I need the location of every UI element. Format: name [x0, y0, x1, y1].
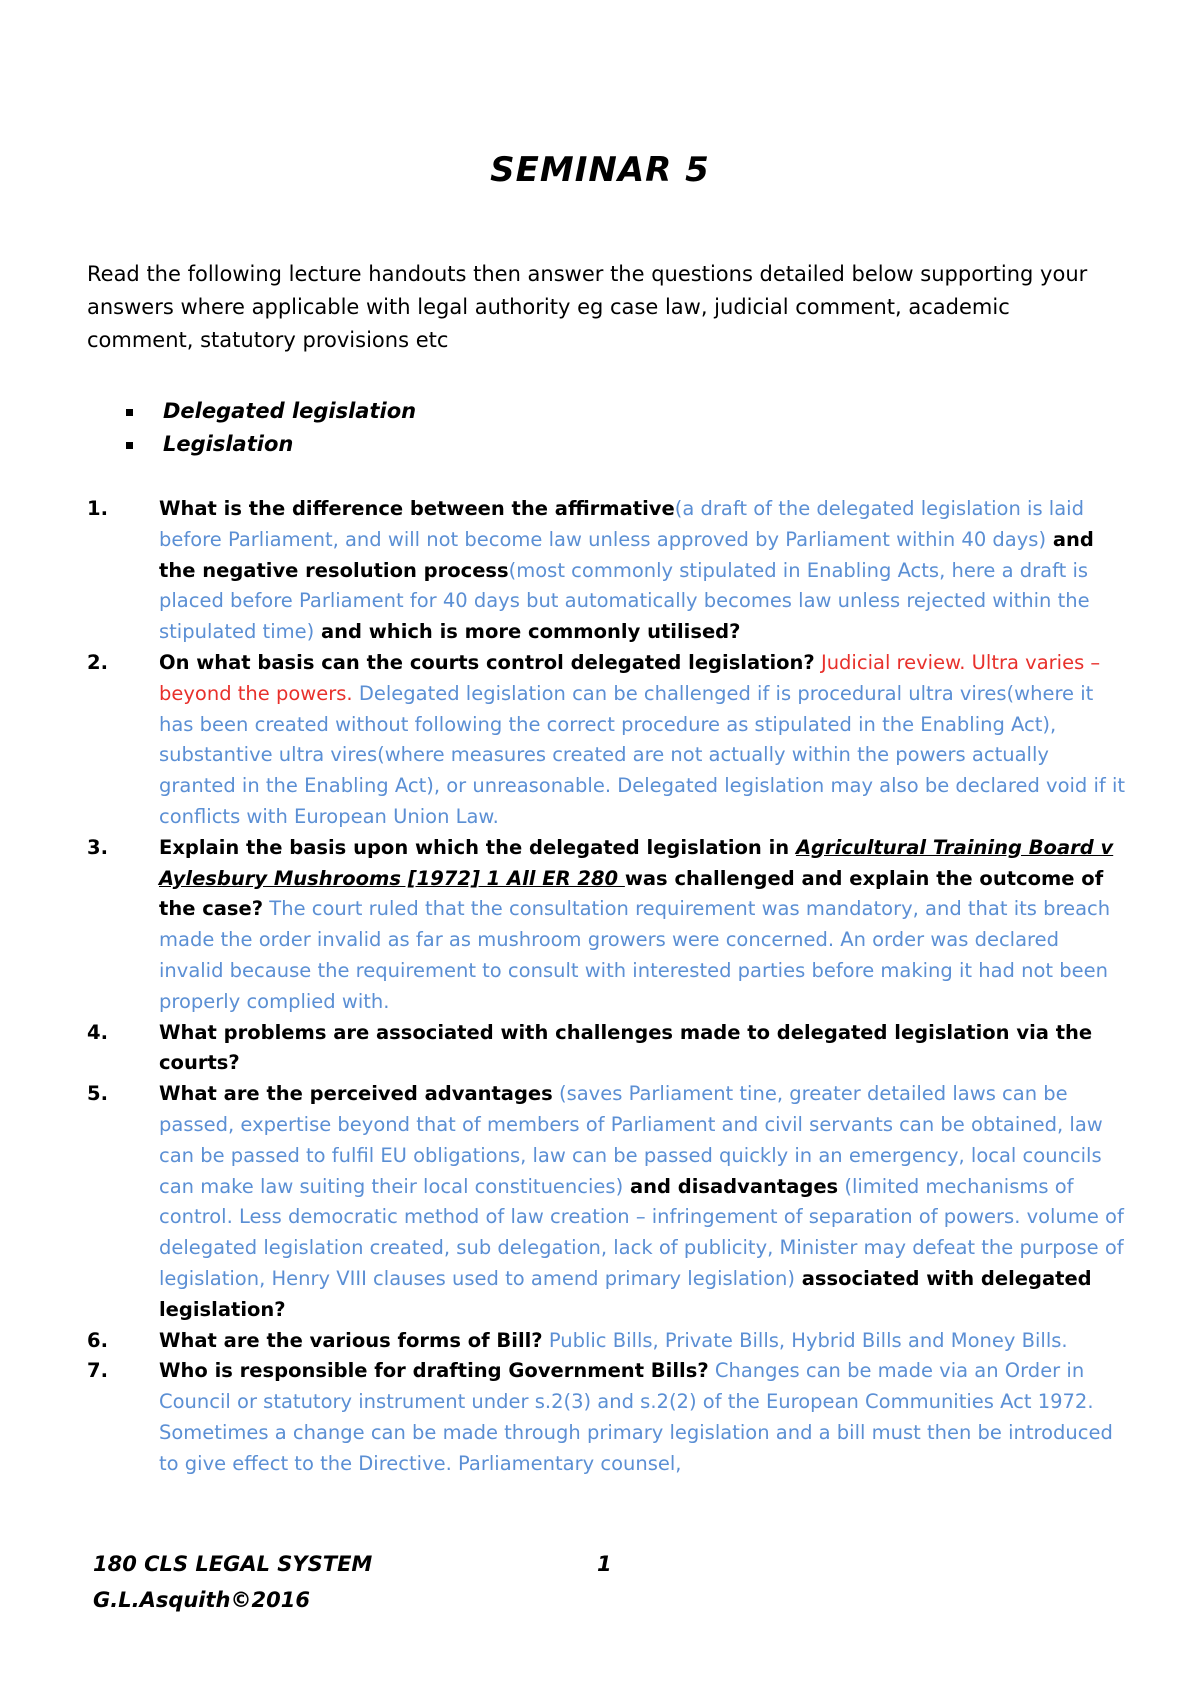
author-copyright: G.L.Asquith©2016 [93, 1588, 310, 1612]
question-number: 6. [87, 1328, 108, 1352]
case-citation: Agricultural Training Board v Aylesbury Mushrooms [1972] 1 All ER 280 [159, 835, 1114, 890]
question-text: On what basis can the courts control delegated legislation? [159, 650, 815, 674]
question-2 [87, 648, 1127, 833]
question-number: 3. [87, 835, 108, 859]
answer-text: Changes can be made via an Order in Council or statutory instrument under s.2(3) and s.2(2) of the European Communities Act 1972. Sometimes a change can be made through primary legislation and a bill must then be introduced to give effect to the Directive. Parliamentary counsel, [159, 1359, 1113, 1475]
answer-text: (saves Parliament tine, greater detailed laws can be passed, expertise beyond that of members of Parliament and civil servants can be obtained, law can be passed to fulfil EU obligations, law can be passed quickly in an emergency, local councils can make law suiting their local constituencies) [159, 1082, 1103, 1198]
page-title: SEMINAR 5 [490, 150, 710, 190]
answer-text: Delegated legislation can be challenged if is procedural ultra vires(where it has been created without following the correct procedure as stipulated in the Enabling Act), substantive ultra vires(where measures created are not actually within the powers actually granted in the Enabling Act), or unreasonable. Delegated legislation may also be declared void if it conflicts with European Union Law. [159, 681, 1126, 828]
question-text: What are the perceived advantages [159, 1082, 553, 1106]
question-text: and disadvantages [623, 1174, 839, 1198]
answer-highlight: Judicial review. Ultra varies – beyond the powers. [159, 650, 1101, 705]
topic-list [126, 395, 416, 461]
answer-text: (a draft of the delegated legislation is laid before Parliament, and will not become law unless approved by Parliament within 40 days) [159, 497, 1084, 551]
question-text: What is the difference between the affirmative [159, 497, 675, 520]
bullet-square-icon [126, 409, 133, 416]
question-3 [87, 833, 1127, 1018]
list-item: Delegated legislation [126, 395, 416, 428]
question-number: 4. [87, 1020, 108, 1044]
bullet-square-icon [126, 442, 133, 449]
question-number: 2. [87, 650, 108, 674]
question-text: Who is responsible for drafting Government Bills? [159, 1359, 709, 1383]
question-number: 7. [87, 1359, 108, 1383]
question-text: associated with delegated legislation? [159, 1266, 1092, 1321]
question-text: Explain the basis upon which the delegated legislation in [159, 835, 796, 859]
question-6 [87, 1326, 1127, 1357]
answer-text: (limited mechanisms of control. Less democratic method of law creation – infringement of separation of powers. volume of delegated legislation created, sub delegation, lack of publicity, Minister may defeat the purpose of legislation, Henry VIII clauses used to amend primary legislation) [159, 1174, 1124, 1290]
question-7 [87, 1356, 1127, 1479]
question-4 [87, 1018, 1127, 1080]
question-text: What are the various forms of Bill? [159, 1328, 543, 1352]
question-1 [87, 494, 1127, 648]
answer-text: The court ruled that the consultation requirement was mandatory, and that its breach made the order invalid as far as mushroom growers were concerned. An order was declared invalid because the requirement to consult with interested parties before making it had not been properly complied with. [159, 897, 1111, 1013]
question-text: What problems are associated with challenges made to delegated legislation via the courts? [159, 1020, 1093, 1075]
course-code: 180 CLS LEGAL SYSTEM [93, 1552, 373, 1576]
list-item: Legislation [126, 428, 416, 461]
question-number: 5. [87, 1082, 108, 1106]
question-text: and which is more commonly utilised? [314, 620, 741, 644]
question-number: 1. [87, 497, 108, 520]
intro-paragraph: Read the following lecture handouts then answer the questions detailed below supporting your answers where applicable with legal authority eg case law, judicial comment, academic comment, statutory provisions etc [87, 262, 1088, 352]
question-text: and the negative resolution process [159, 527, 1094, 582]
question-5 [87, 1079, 1127, 1325]
question-list [87, 494, 1127, 1480]
question-text: was challenged and explain the outcome of the case? [159, 866, 1104, 921]
answer-text: (most commonly stipulated in Enabling Acts, here a draft is placed before Parliament for 40 days but automatically becomes law unless rejected within the stipulated time) [159, 558, 1090, 644]
page-number: 1 [597, 1552, 612, 1576]
answer-text: Public Bills, Private Bills, Hybrid Bills and Money Bills. [542, 1328, 1068, 1352]
page-footer [93, 1546, 612, 1618]
